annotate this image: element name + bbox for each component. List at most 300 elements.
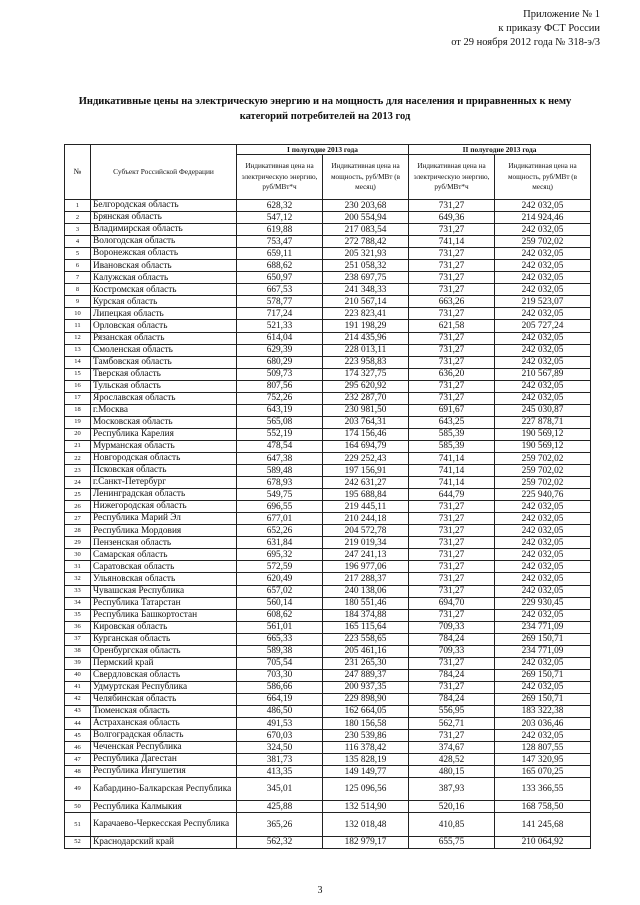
capacity-price-h1-cell: 272 788,42 xyxy=(323,236,409,248)
capacity-price-h1-cell: 223 958,83 xyxy=(323,356,409,368)
region-name-cell: Вологодская область xyxy=(91,236,237,248)
row-number-cell: 44 xyxy=(65,718,91,730)
energy-price-h2-cell: 731,27 xyxy=(409,525,495,537)
capacity-price-h2-cell: 259 702,02 xyxy=(495,236,591,248)
capacity-price-h2-cell: 190 569,12 xyxy=(495,440,591,452)
region-name-cell: Республика Мордовия xyxy=(91,525,237,537)
capacity-price-h1-cell: 180 156,58 xyxy=(323,718,409,730)
energy-price-h1-cell: 631,84 xyxy=(237,537,323,549)
table-row xyxy=(65,501,591,513)
capacity-price-h1-cell: 180 551,46 xyxy=(323,597,409,609)
capacity-price-h2-cell: 242 032,05 xyxy=(495,200,591,212)
row-number-cell: 49 xyxy=(65,778,91,801)
row-number-cell: 29 xyxy=(65,537,91,549)
capacity-price-h2-cell: 269 150,71 xyxy=(495,693,591,705)
row-number-cell: 9 xyxy=(65,296,91,308)
energy-price-h2-cell: 784,24 xyxy=(409,633,495,645)
region-name-cell: Нижегородская область xyxy=(91,501,237,513)
header-half-1: I полугодие 2013 года xyxy=(237,145,409,155)
capacity-price-h2-cell: 242 032,05 xyxy=(495,657,591,669)
capacity-price-h2-cell: 128 807,55 xyxy=(495,742,591,754)
capacity-price-h1-cell: 205 321,93 xyxy=(323,248,409,260)
capacity-price-h2-cell: 227 878,71 xyxy=(495,416,591,428)
energy-price-h1-cell: 586,66 xyxy=(237,681,323,693)
energy-price-h2-cell: 562,71 xyxy=(409,718,495,730)
row-number-cell: 16 xyxy=(65,380,91,392)
capacity-price-h2-cell: 242 032,05 xyxy=(495,537,591,549)
capacity-price-h1-cell: 182 979,17 xyxy=(323,836,409,848)
capacity-price-h1-cell: 149 149,77 xyxy=(323,766,409,778)
row-number-cell: 8 xyxy=(65,284,91,296)
table-row xyxy=(65,525,591,537)
capacity-price-h1-cell: 240 138,06 xyxy=(323,585,409,597)
row-number-cell: 12 xyxy=(65,332,91,344)
row-number-cell: 32 xyxy=(65,573,91,585)
energy-price-h1-cell: 521,33 xyxy=(237,320,323,332)
row-number-cell: 48 xyxy=(65,766,91,778)
energy-price-h2-cell: 731,27 xyxy=(409,730,495,742)
table-row xyxy=(65,778,591,801)
table-row xyxy=(65,452,591,464)
energy-price-h2-cell: 621,58 xyxy=(409,320,495,332)
energy-price-h1-cell: 703,30 xyxy=(237,669,323,681)
region-name-cell: Пермский край xyxy=(91,657,237,669)
energy-price-h1-cell: 667,53 xyxy=(237,284,323,296)
energy-price-h2-cell: 709,33 xyxy=(409,645,495,657)
energy-price-h2-cell: 731,27 xyxy=(409,200,495,212)
energy-price-h2-cell: 731,27 xyxy=(409,681,495,693)
capacity-price-h2-cell: 269 150,71 xyxy=(495,633,591,645)
header-capacity-price-2: Индикативная цена на мощность, руб/МВт (в месяц) xyxy=(495,155,591,200)
region-name-cell: Ленинградская область xyxy=(91,489,237,501)
energy-price-h1-cell: 619,88 xyxy=(237,224,323,236)
energy-price-h2-cell: 731,27 xyxy=(409,248,495,260)
region-name-cell: Курская область xyxy=(91,296,237,308)
region-name-cell: Удмуртская Республика xyxy=(91,681,237,693)
region-name-cell: Саратовская область xyxy=(91,561,237,573)
capacity-price-h1-cell: 196 977,06 xyxy=(323,561,409,573)
capacity-price-h1-cell: 230 981,50 xyxy=(323,404,409,416)
prices-table xyxy=(64,144,591,849)
capacity-price-h1-cell: 232 287,70 xyxy=(323,392,409,404)
table-row xyxy=(65,657,591,669)
region-name-cell: Тверская область xyxy=(91,368,237,380)
energy-price-h2-cell: 731,27 xyxy=(409,513,495,525)
capacity-price-h2-cell: 210 567,89 xyxy=(495,368,591,380)
capacity-price-h1-cell: 174 327,75 xyxy=(323,368,409,380)
energy-price-h1-cell: 478,54 xyxy=(237,440,323,452)
region-name-cell: Тульская область xyxy=(91,380,237,392)
energy-price-h1-cell: 678,93 xyxy=(237,477,323,489)
region-name-cell: Псковская область xyxy=(91,465,237,477)
header-energy-price-1: Индикативная цена на электрическую энергию, руб/МВт*ч xyxy=(237,155,323,200)
energy-price-h1-cell: 491,53 xyxy=(237,718,323,730)
row-number-cell: 37 xyxy=(65,633,91,645)
table-row xyxy=(65,621,591,633)
capacity-price-h2-cell: 242 032,05 xyxy=(495,585,591,597)
capacity-price-h2-cell: 219 523,07 xyxy=(495,296,591,308)
energy-price-h2-cell: 655,75 xyxy=(409,836,495,848)
capacity-price-h1-cell: 200 554,94 xyxy=(323,212,409,224)
row-number-cell: 19 xyxy=(65,416,91,428)
table-row xyxy=(65,440,591,452)
energy-price-h1-cell: 589,48 xyxy=(237,465,323,477)
capacity-price-h2-cell: 242 032,05 xyxy=(495,224,591,236)
row-number-cell: 50 xyxy=(65,801,91,813)
table-row xyxy=(65,633,591,645)
capacity-price-h2-cell: 269 150,71 xyxy=(495,669,591,681)
region-name-cell: Тамбовская область xyxy=(91,356,237,368)
row-number-cell: 30 xyxy=(65,549,91,561)
capacity-price-h1-cell: 241 348,33 xyxy=(323,284,409,296)
capacity-price-h2-cell: 242 032,05 xyxy=(495,609,591,621)
capacity-price-h2-cell: 229 930,45 xyxy=(495,597,591,609)
capacity-price-h1-cell: 251 058,32 xyxy=(323,260,409,272)
energy-price-h1-cell: 560,14 xyxy=(237,597,323,609)
table-row xyxy=(65,212,591,224)
energy-price-h1-cell: 549,75 xyxy=(237,489,323,501)
capacity-price-h2-cell: 210 064,92 xyxy=(495,836,591,848)
capacity-price-h2-cell: 242 032,05 xyxy=(495,380,591,392)
appendix-line-1: Приложение № 1 xyxy=(523,9,600,20)
row-number-cell: 42 xyxy=(65,693,91,705)
energy-price-h1-cell: 547,12 xyxy=(237,212,323,224)
region-name-cell: Республика Ингушетия xyxy=(91,766,237,778)
capacity-price-h2-cell: 242 032,05 xyxy=(495,356,591,368)
row-number-cell: 45 xyxy=(65,730,91,742)
row-number-cell: 22 xyxy=(65,452,91,464)
capacity-price-h2-cell: 165 070,25 xyxy=(495,766,591,778)
capacity-price-h1-cell: 247 241,13 xyxy=(323,549,409,561)
table-row xyxy=(65,392,591,404)
table-row xyxy=(65,380,591,392)
region-name-cell: Мурманская область xyxy=(91,440,237,452)
table-row xyxy=(65,669,591,681)
region-name-cell: Владимирская область xyxy=(91,224,237,236)
row-number-cell: 39 xyxy=(65,657,91,669)
capacity-price-h2-cell: 242 032,05 xyxy=(495,260,591,272)
capacity-price-h1-cell: 132 514,90 xyxy=(323,801,409,813)
energy-price-h1-cell: 752,26 xyxy=(237,392,323,404)
header-half-2: II полугодие 2013 года xyxy=(409,145,591,155)
energy-price-h2-cell: 731,27 xyxy=(409,392,495,404)
capacity-price-h1-cell: 223 823,41 xyxy=(323,308,409,320)
page-number: 3 xyxy=(317,885,323,896)
capacity-price-h2-cell: 203 036,46 xyxy=(495,718,591,730)
table-row xyxy=(65,272,591,284)
region-name-cell: Кировская область xyxy=(91,621,237,633)
capacity-price-h2-cell: 183 322,38 xyxy=(495,705,591,717)
table-row xyxy=(65,754,591,766)
row-number-cell: 25 xyxy=(65,489,91,501)
row-number-cell: 31 xyxy=(65,561,91,573)
capacity-price-h2-cell: 242 032,05 xyxy=(495,501,591,513)
capacity-price-h2-cell: 242 032,05 xyxy=(495,392,591,404)
row-number-cell: 10 xyxy=(65,308,91,320)
capacity-price-h2-cell: 205 727,24 xyxy=(495,320,591,332)
energy-price-h2-cell: 731,27 xyxy=(409,260,495,272)
table-row xyxy=(65,742,591,754)
table-row xyxy=(65,368,591,380)
capacity-price-h1-cell: 217 083,54 xyxy=(323,224,409,236)
table-row xyxy=(65,813,591,836)
energy-price-h1-cell: 381,73 xyxy=(237,754,323,766)
capacity-price-h1-cell: 162 664,05 xyxy=(323,705,409,717)
capacity-price-h2-cell: 259 702,02 xyxy=(495,477,591,489)
region-name-cell: Орловская область xyxy=(91,320,237,332)
row-number-cell: 40 xyxy=(65,669,91,681)
energy-price-h2-cell: 731,27 xyxy=(409,380,495,392)
row-number-cell: 23 xyxy=(65,465,91,477)
capacity-price-h2-cell: 225 940,76 xyxy=(495,489,591,501)
capacity-price-h1-cell: 132 018,48 xyxy=(323,813,409,836)
energy-price-h1-cell: 665,33 xyxy=(237,633,323,645)
capacity-price-h1-cell: 219 445,11 xyxy=(323,501,409,513)
region-name-cell: Челябинская область xyxy=(91,693,237,705)
energy-price-h2-cell: 731,27 xyxy=(409,561,495,573)
region-name-cell: Оренбургская область xyxy=(91,645,237,657)
table-row xyxy=(65,308,591,320)
row-number-cell: 4 xyxy=(65,236,91,248)
energy-price-h2-cell: 731,27 xyxy=(409,537,495,549)
region-name-cell: Волгоградская область xyxy=(91,730,237,742)
energy-price-h2-cell: 731,27 xyxy=(409,224,495,236)
table-row xyxy=(65,836,591,848)
table-row xyxy=(65,537,591,549)
region-name-cell: Рязанская область xyxy=(91,332,237,344)
energy-price-h1-cell: 608,62 xyxy=(237,609,323,621)
capacity-price-h2-cell: 214 924,46 xyxy=(495,212,591,224)
table-row xyxy=(65,260,591,272)
row-number-cell: 11 xyxy=(65,320,91,332)
table-row xyxy=(65,730,591,742)
row-number-cell: 13 xyxy=(65,344,91,356)
table-row xyxy=(65,284,591,296)
row-number-cell: 21 xyxy=(65,440,91,452)
region-name-cell: Республика Калмыкия xyxy=(91,801,237,813)
row-number-cell: 52 xyxy=(65,836,91,848)
table-row xyxy=(65,573,591,585)
capacity-price-h1-cell: 164 694,79 xyxy=(323,440,409,452)
region-name-cell: г.Москва xyxy=(91,404,237,416)
energy-price-h2-cell: 741,14 xyxy=(409,465,495,477)
energy-price-h2-cell: 731,27 xyxy=(409,272,495,284)
region-name-cell: Калужская область xyxy=(91,272,237,284)
region-name-cell: Краснодарский край xyxy=(91,836,237,848)
title-line-2: категорий потребителей на 2013 год xyxy=(239,111,411,122)
row-number-cell: 35 xyxy=(65,609,91,621)
capacity-price-h2-cell: 242 032,05 xyxy=(495,549,591,561)
energy-price-h1-cell: 695,32 xyxy=(237,549,323,561)
energy-price-h1-cell: 629,39 xyxy=(237,344,323,356)
capacity-price-h1-cell: 125 096,56 xyxy=(323,778,409,801)
header-number: № xyxy=(65,145,91,200)
capacity-price-h2-cell: 259 702,02 xyxy=(495,452,591,464)
energy-price-h1-cell: 572,59 xyxy=(237,561,323,573)
row-number-cell: 14 xyxy=(65,356,91,368)
region-name-cell: Брянская область xyxy=(91,212,237,224)
energy-price-h1-cell: 664,19 xyxy=(237,693,323,705)
region-name-cell: Новгородская область xyxy=(91,452,237,464)
row-number-cell: 33 xyxy=(65,585,91,597)
capacity-price-h2-cell: 242 032,05 xyxy=(495,248,591,260)
capacity-price-h1-cell: 242 631,27 xyxy=(323,477,409,489)
energy-price-h2-cell: 741,14 xyxy=(409,452,495,464)
row-number-cell: 38 xyxy=(65,645,91,657)
capacity-price-h2-cell: 259 702,02 xyxy=(495,465,591,477)
energy-price-h2-cell: 636,20 xyxy=(409,368,495,380)
table-row xyxy=(65,681,591,693)
capacity-price-h2-cell: 245 030,87 xyxy=(495,404,591,416)
energy-price-h1-cell: 552,19 xyxy=(237,428,323,440)
row-number-cell: 15 xyxy=(65,368,91,380)
capacity-price-h2-cell: 242 032,05 xyxy=(495,513,591,525)
capacity-price-h2-cell: 147 320,95 xyxy=(495,754,591,766)
energy-price-h1-cell: 620,49 xyxy=(237,573,323,585)
capacity-price-h1-cell: 116 378,42 xyxy=(323,742,409,754)
energy-price-h2-cell: 480,15 xyxy=(409,766,495,778)
region-name-cell: Чеченская Республика xyxy=(91,742,237,754)
table-row xyxy=(65,645,591,657)
capacity-price-h1-cell: 229 252,43 xyxy=(323,452,409,464)
capacity-price-h2-cell: 190 569,12 xyxy=(495,428,591,440)
header-region: Субъект Российской Федерации xyxy=(91,145,237,200)
region-name-cell: Самарская область xyxy=(91,549,237,561)
energy-price-h2-cell: 731,27 xyxy=(409,585,495,597)
table-row xyxy=(65,597,591,609)
capacity-price-h2-cell: 242 032,05 xyxy=(495,681,591,693)
capacity-price-h1-cell: 210 244,18 xyxy=(323,513,409,525)
capacity-price-h1-cell: 238 697,75 xyxy=(323,272,409,284)
energy-price-h1-cell: 628,32 xyxy=(237,200,323,212)
table-row xyxy=(65,513,591,525)
energy-price-h1-cell: 578,77 xyxy=(237,296,323,308)
capacity-price-h1-cell: 205 461,16 xyxy=(323,645,409,657)
row-number-cell: 43 xyxy=(65,705,91,717)
region-name-cell: Чувашская Республика xyxy=(91,585,237,597)
capacity-price-h2-cell: 242 032,05 xyxy=(495,561,591,573)
row-number-cell: 27 xyxy=(65,513,91,525)
table-row xyxy=(65,561,591,573)
capacity-price-h2-cell: 141 245,68 xyxy=(495,813,591,836)
table-body xyxy=(65,200,591,849)
row-number-cell: 5 xyxy=(65,248,91,260)
appendix-block xyxy=(451,8,600,49)
capacity-price-h1-cell: 165 115,64 xyxy=(323,621,409,633)
region-name-cell: Ульяновская область xyxy=(91,573,237,585)
energy-price-h2-cell: 644,79 xyxy=(409,489,495,501)
region-name-cell: Кабардино-Балкарская Республика xyxy=(91,778,237,801)
capacity-price-h1-cell: 197 156,91 xyxy=(323,465,409,477)
energy-price-h2-cell: 663,26 xyxy=(409,296,495,308)
region-name-cell: Республика Карелия xyxy=(91,428,237,440)
region-name-cell: Костромская область xyxy=(91,284,237,296)
capacity-price-h2-cell: 242 032,05 xyxy=(495,525,591,537)
energy-price-h1-cell: 705,54 xyxy=(237,657,323,669)
capacity-price-h2-cell: 242 032,05 xyxy=(495,730,591,742)
capacity-price-h2-cell: 133 366,55 xyxy=(495,778,591,801)
energy-price-h1-cell: 589,38 xyxy=(237,645,323,657)
row-number-cell: 26 xyxy=(65,501,91,513)
capacity-price-h1-cell: 229 898,90 xyxy=(323,693,409,705)
capacity-price-h2-cell: 242 032,05 xyxy=(495,284,591,296)
energy-price-h1-cell: 696,55 xyxy=(237,501,323,513)
header-capacity-price-1: Индикативная цена на мощность, руб/МВт (в месяц) xyxy=(323,155,409,200)
capacity-price-h1-cell: 217 288,37 xyxy=(323,573,409,585)
capacity-price-h2-cell: 234 771,09 xyxy=(495,645,591,657)
energy-price-h2-cell: 784,24 xyxy=(409,693,495,705)
table-row xyxy=(65,585,591,597)
header-energy-price-2: Индикативная цена на электрическую энергию, руб/МВт*ч xyxy=(409,155,495,200)
region-name-cell: Московская область xyxy=(91,416,237,428)
capacity-price-h2-cell: 234 771,09 xyxy=(495,621,591,633)
energy-price-h1-cell: 324,50 xyxy=(237,742,323,754)
energy-price-h2-cell: 741,14 xyxy=(409,236,495,248)
table-row xyxy=(65,549,591,561)
table-row xyxy=(65,404,591,416)
table-row xyxy=(65,428,591,440)
table-row xyxy=(65,248,591,260)
capacity-price-h1-cell: 210 567,14 xyxy=(323,296,409,308)
table-row xyxy=(65,224,591,236)
region-name-cell: Свердловская область xyxy=(91,669,237,681)
energy-price-h2-cell: 387,93 xyxy=(409,778,495,801)
energy-price-h2-cell: 731,27 xyxy=(409,573,495,585)
capacity-price-h1-cell: 184 374,88 xyxy=(323,609,409,621)
energy-price-h1-cell: 643,19 xyxy=(237,404,323,416)
appendix-line-2: к приказу ФСТ России xyxy=(498,22,600,34)
energy-price-h2-cell: 691,67 xyxy=(409,404,495,416)
capacity-price-h1-cell: 191 198,29 xyxy=(323,320,409,332)
energy-price-h2-cell: 731,27 xyxy=(409,549,495,561)
row-number-cell: 17 xyxy=(65,392,91,404)
table-row xyxy=(65,609,591,621)
energy-price-h2-cell: 731,27 xyxy=(409,356,495,368)
energy-price-h1-cell: 657,02 xyxy=(237,585,323,597)
region-name-cell: Карачаево-Черкесская Республика xyxy=(91,813,237,836)
capacity-price-h1-cell: 195 688,84 xyxy=(323,489,409,501)
energy-price-h2-cell: 731,27 xyxy=(409,308,495,320)
region-name-cell: Пензенская область xyxy=(91,537,237,549)
row-number-cell: 20 xyxy=(65,428,91,440)
energy-price-h1-cell: 650,97 xyxy=(237,272,323,284)
energy-price-h1-cell: 677,01 xyxy=(237,513,323,525)
table-row xyxy=(65,332,591,344)
region-name-cell: Республика Марий Эл xyxy=(91,513,237,525)
region-name-cell: Смоленская область xyxy=(91,344,237,356)
capacity-price-h1-cell: 203 764,31 xyxy=(323,416,409,428)
table-row xyxy=(65,296,591,308)
table-row xyxy=(65,200,591,212)
energy-price-h1-cell: 659,11 xyxy=(237,248,323,260)
energy-price-h2-cell: 784,24 xyxy=(409,669,495,681)
energy-price-h1-cell: 365,26 xyxy=(237,813,323,836)
energy-price-h2-cell: 374,67 xyxy=(409,742,495,754)
table-row xyxy=(65,801,591,813)
energy-price-h1-cell: 413,35 xyxy=(237,766,323,778)
table-row xyxy=(65,477,591,489)
capacity-price-h2-cell: 242 032,05 xyxy=(495,332,591,344)
row-number-cell: 28 xyxy=(65,525,91,537)
energy-price-h2-cell: 585,39 xyxy=(409,428,495,440)
capacity-price-h2-cell: 242 032,05 xyxy=(495,308,591,320)
row-number-cell: 6 xyxy=(65,260,91,272)
region-name-cell: Ярославская область xyxy=(91,392,237,404)
energy-price-h1-cell: 565,08 xyxy=(237,416,323,428)
energy-price-h2-cell: 520,16 xyxy=(409,801,495,813)
energy-price-h2-cell: 731,27 xyxy=(409,344,495,356)
region-name-cell: Липецкая область xyxy=(91,308,237,320)
